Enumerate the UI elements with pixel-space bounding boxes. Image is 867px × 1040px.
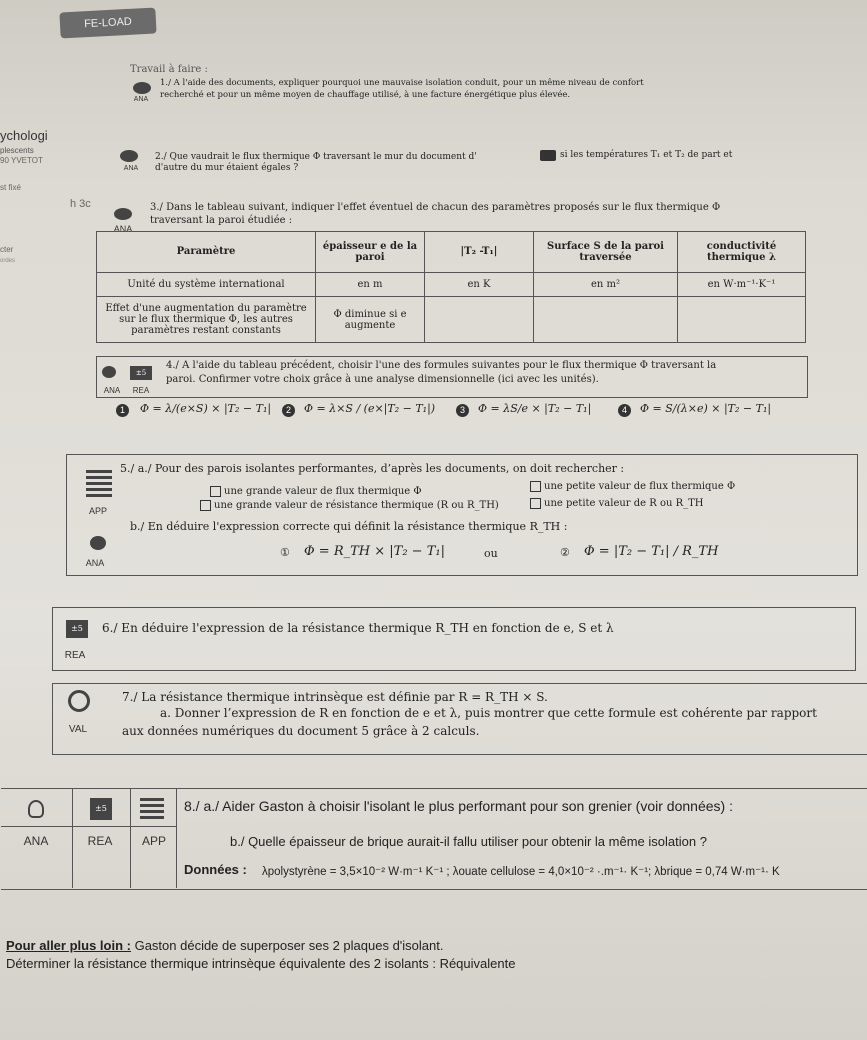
q5-option-1[interactable] bbox=[210, 486, 422, 497]
table-cell[interactable] bbox=[425, 297, 534, 343]
table-cell: Unité du système international bbox=[97, 272, 316, 296]
table-header-cell: épaisseur e de la paroi bbox=[316, 232, 425, 273]
side-fragment-f: cter bbox=[0, 245, 14, 254]
travail-heading: Travail à faire : bbox=[130, 64, 208, 75]
q5-or-label: ou bbox=[484, 547, 498, 560]
q8-badge-ana: ANA bbox=[23, 834, 49, 848]
q8-divider-3 bbox=[176, 788, 177, 888]
parameter-table bbox=[96, 231, 806, 343]
q5-option-4[interactable] bbox=[530, 498, 704, 509]
q8-text-line2: b./ Quelle épaisseur de brique aurait-il fallu utiliser pour obtenir la même isolation ? bbox=[230, 834, 707, 849]
formula-number-1: 1 bbox=[116, 404, 129, 417]
q5-ana-icon bbox=[90, 536, 106, 550]
q5-app-icon bbox=[86, 470, 112, 498]
table-cell: Effet d'une augmentation du paramètre sur le flux thermique Φ, les autres paramètres restant constants bbox=[97, 297, 316, 343]
formula-number-3: 3 bbox=[456, 404, 469, 417]
q8-text-line1: 8./ a./ Aider Gaston à choisir l'isolant le plus performant pour son grenier (voir données) : bbox=[184, 798, 733, 814]
side-fragment-e: h 3c bbox=[70, 198, 91, 210]
q7-text-line1: 7./ La résistance thermique intrinsèque est définie par R = R_TH × S. bbox=[122, 690, 548, 704]
q1-icon bbox=[133, 82, 151, 94]
q3-text-line2: traversant la paroi étudiée : bbox=[150, 215, 293, 226]
table-cell[interactable]: Φ diminue si e augmente bbox=[316, 297, 425, 343]
side-fragment-b: plescents bbox=[0, 146, 34, 155]
q5-text-b: b./ En déduire l'expression correcte qui définit la résistance thermique R_TH : bbox=[130, 520, 568, 533]
table-header-cell: |T₂ -T₁| bbox=[425, 232, 534, 273]
q8-rea-icon: ±5 bbox=[90, 798, 112, 820]
q8-donnees-label: Données : bbox=[184, 862, 247, 877]
bottom-title: Pour aller plus loin : bbox=[6, 938, 131, 953]
table-header-row bbox=[97, 232, 806, 273]
q6-box bbox=[52, 607, 856, 671]
q5-option-3[interactable] bbox=[200, 500, 499, 511]
table-cell: en K bbox=[425, 272, 534, 296]
q3-icon bbox=[114, 208, 132, 220]
q2-doc-ref bbox=[540, 150, 556, 161]
side-fragment-d: st fixé bbox=[0, 183, 21, 192]
table-row bbox=[97, 272, 806, 296]
q5-badge-app: APP bbox=[88, 506, 107, 516]
q2-text-line2: d'autre du mur étaient égales ? bbox=[155, 163, 299, 173]
side-fragment-g: ordes bbox=[0, 258, 16, 264]
table-header-cell: Paramètre bbox=[97, 232, 316, 273]
q3-text-line1: 3./ Dans le tableau suivant, indiquer l'effet éventuel de chacun des paramètres proposés sur le flux thermique Φ bbox=[150, 202, 721, 213]
q7-recycle-icon bbox=[68, 690, 90, 712]
q8-divider-2 bbox=[130, 788, 131, 888]
table-cell: en m² bbox=[534, 272, 678, 296]
q8-badge-app: APP bbox=[141, 834, 166, 848]
formula-3[interactable]: Φ = λS/e × |T₂ − T₁| bbox=[478, 402, 592, 415]
q1-badge: ANA bbox=[133, 96, 149, 103]
q2-text-line1b: si les températures T₁ et T₂ de part et bbox=[560, 150, 733, 160]
q4-icon bbox=[102, 366, 116, 378]
checkbox[interactable] bbox=[210, 486, 221, 497]
q5-text-a: 5./ a./ Pour des parois isolantes performantes, d’après les documents, on doit rechercher : bbox=[120, 462, 625, 475]
table-cell: en W·m⁻¹·K⁻¹ bbox=[678, 272, 806, 296]
table-cell[interactable] bbox=[534, 297, 678, 343]
q5-option-2-label: une petite valeur de flux thermique Φ bbox=[544, 481, 736, 492]
q1-text-line2: recherché et pour un même moyen de chauffage utilisé, à une facture énergétique plus élevée. bbox=[160, 90, 571, 100]
table-row bbox=[97, 297, 806, 343]
q4-text-line2: paroi. Confirmer votre choix grâce à une analyse dimensionnelle (ici avec les unités). bbox=[166, 374, 599, 385]
q5-option-2[interactable] bbox=[530, 481, 735, 492]
q6-text: 6./ En déduire l'expression de la résistance thermique R_TH en fonction de e, S et λ bbox=[102, 621, 614, 635]
q2-text-line1: 2./ Que vaudrait le flux thermique Φ traversant le mur du document d' bbox=[155, 152, 477, 162]
q2-badge: ANA bbox=[123, 165, 139, 172]
bottom-text1: Gaston décide de superposer ses 2 plaques d'isolant. bbox=[130, 938, 444, 953]
formula-number-2: 2 bbox=[282, 404, 295, 417]
q4-badge-ana: ANA bbox=[103, 386, 121, 395]
formula-number-4: 4 bbox=[618, 404, 631, 417]
q5-formula-a[interactable]: Φ = R_TH × |T₂ − T₁| bbox=[304, 544, 445, 559]
checkbox[interactable] bbox=[200, 500, 211, 511]
checkbox[interactable] bbox=[530, 498, 541, 509]
formula-1[interactable]: Φ = λ/(e×S) × |T₂ − T₁| bbox=[140, 402, 272, 415]
q4-badge-rea: REA bbox=[132, 386, 150, 395]
q7-text-line2: a. Donner l’expression de R en fonction de e et λ, puis montrer que cette formule est cohérente par rapport bbox=[160, 706, 817, 720]
q6-rea-icon: ±5 bbox=[66, 620, 88, 638]
q8-badge-rea: REA bbox=[87, 834, 113, 848]
q6-badge: REA bbox=[64, 650, 86, 661]
table-header-cell: Surface S de la paroi traversée bbox=[534, 232, 678, 273]
q5-number-2: ② bbox=[560, 546, 570, 559]
q1-text-line1: 1./ A l'aide des documents, expliquer pourquoi une mauvaise isolation conduit, pour un même niveau de confort bbox=[160, 78, 644, 88]
checkbox[interactable] bbox=[530, 481, 541, 492]
table-cell[interactable] bbox=[678, 297, 806, 343]
bottom-line1 bbox=[6, 938, 443, 953]
q4-reaicon: ±5 bbox=[130, 366, 152, 380]
bottom-line2: Déterminer la résistance thermique intrinsèque équivalente des 2 isolants : Réquivalente bbox=[6, 956, 516, 971]
q5-badge-ana: ANA bbox=[85, 558, 105, 568]
q5-formula-b[interactable]: Φ = |T₂ − T₁| / R_TH bbox=[584, 544, 719, 559]
q5-number-1: ① bbox=[280, 546, 290, 559]
q2-icon bbox=[120, 150, 138, 162]
q8-donnees: λpolystyrène = 3,5×10⁻² W·m⁻¹ K⁻¹ ; λouate cellulose = 4,0×10⁻² ·.m⁻¹· K⁻¹; λbrique = 0,74 W·m⁻¹· K bbox=[262, 866, 780, 878]
q5-option-4-label: une petite valeur de R ou R_TH bbox=[544, 498, 704, 509]
table-header-cell: conductivité thermique λ bbox=[678, 232, 806, 273]
lightbulb-icon bbox=[28, 800, 44, 818]
side-fragment-c: 90 YVETOT bbox=[0, 156, 43, 165]
table-cell: en m bbox=[316, 272, 425, 296]
side-fragment-a: ychologi bbox=[0, 128, 48, 143]
q8-divider-1 bbox=[72, 788, 73, 888]
q8-divider-h bbox=[1, 826, 176, 827]
q8-app-icon bbox=[140, 798, 164, 822]
formula-2[interactable]: Φ = λ×S / (e×|T₂ − T₁|) bbox=[304, 402, 436, 415]
formula-4[interactable]: Φ = S/(λ×e) × |T₂ − T₁| bbox=[640, 402, 772, 415]
logo-stamp: FE-LOAD bbox=[59, 8, 156, 39]
q3-badge: ANA bbox=[113, 224, 133, 234]
q5-option-1-label: une grande valeur de flux thermique Φ bbox=[224, 486, 422, 497]
q4-text-line1: 4./ A l'aide du tableau précédent, choisir l'une des formules suivantes pour le flux thermique Φ traversant la bbox=[166, 360, 717, 371]
q7-text-line3: aux données numériques du document 5 grâce à 2 calculs. bbox=[122, 724, 480, 738]
q5-option-3-label: une grande valeur de résistance thermique (R ou R_TH) bbox=[214, 500, 499, 511]
q7-badge: VAL bbox=[68, 724, 88, 735]
